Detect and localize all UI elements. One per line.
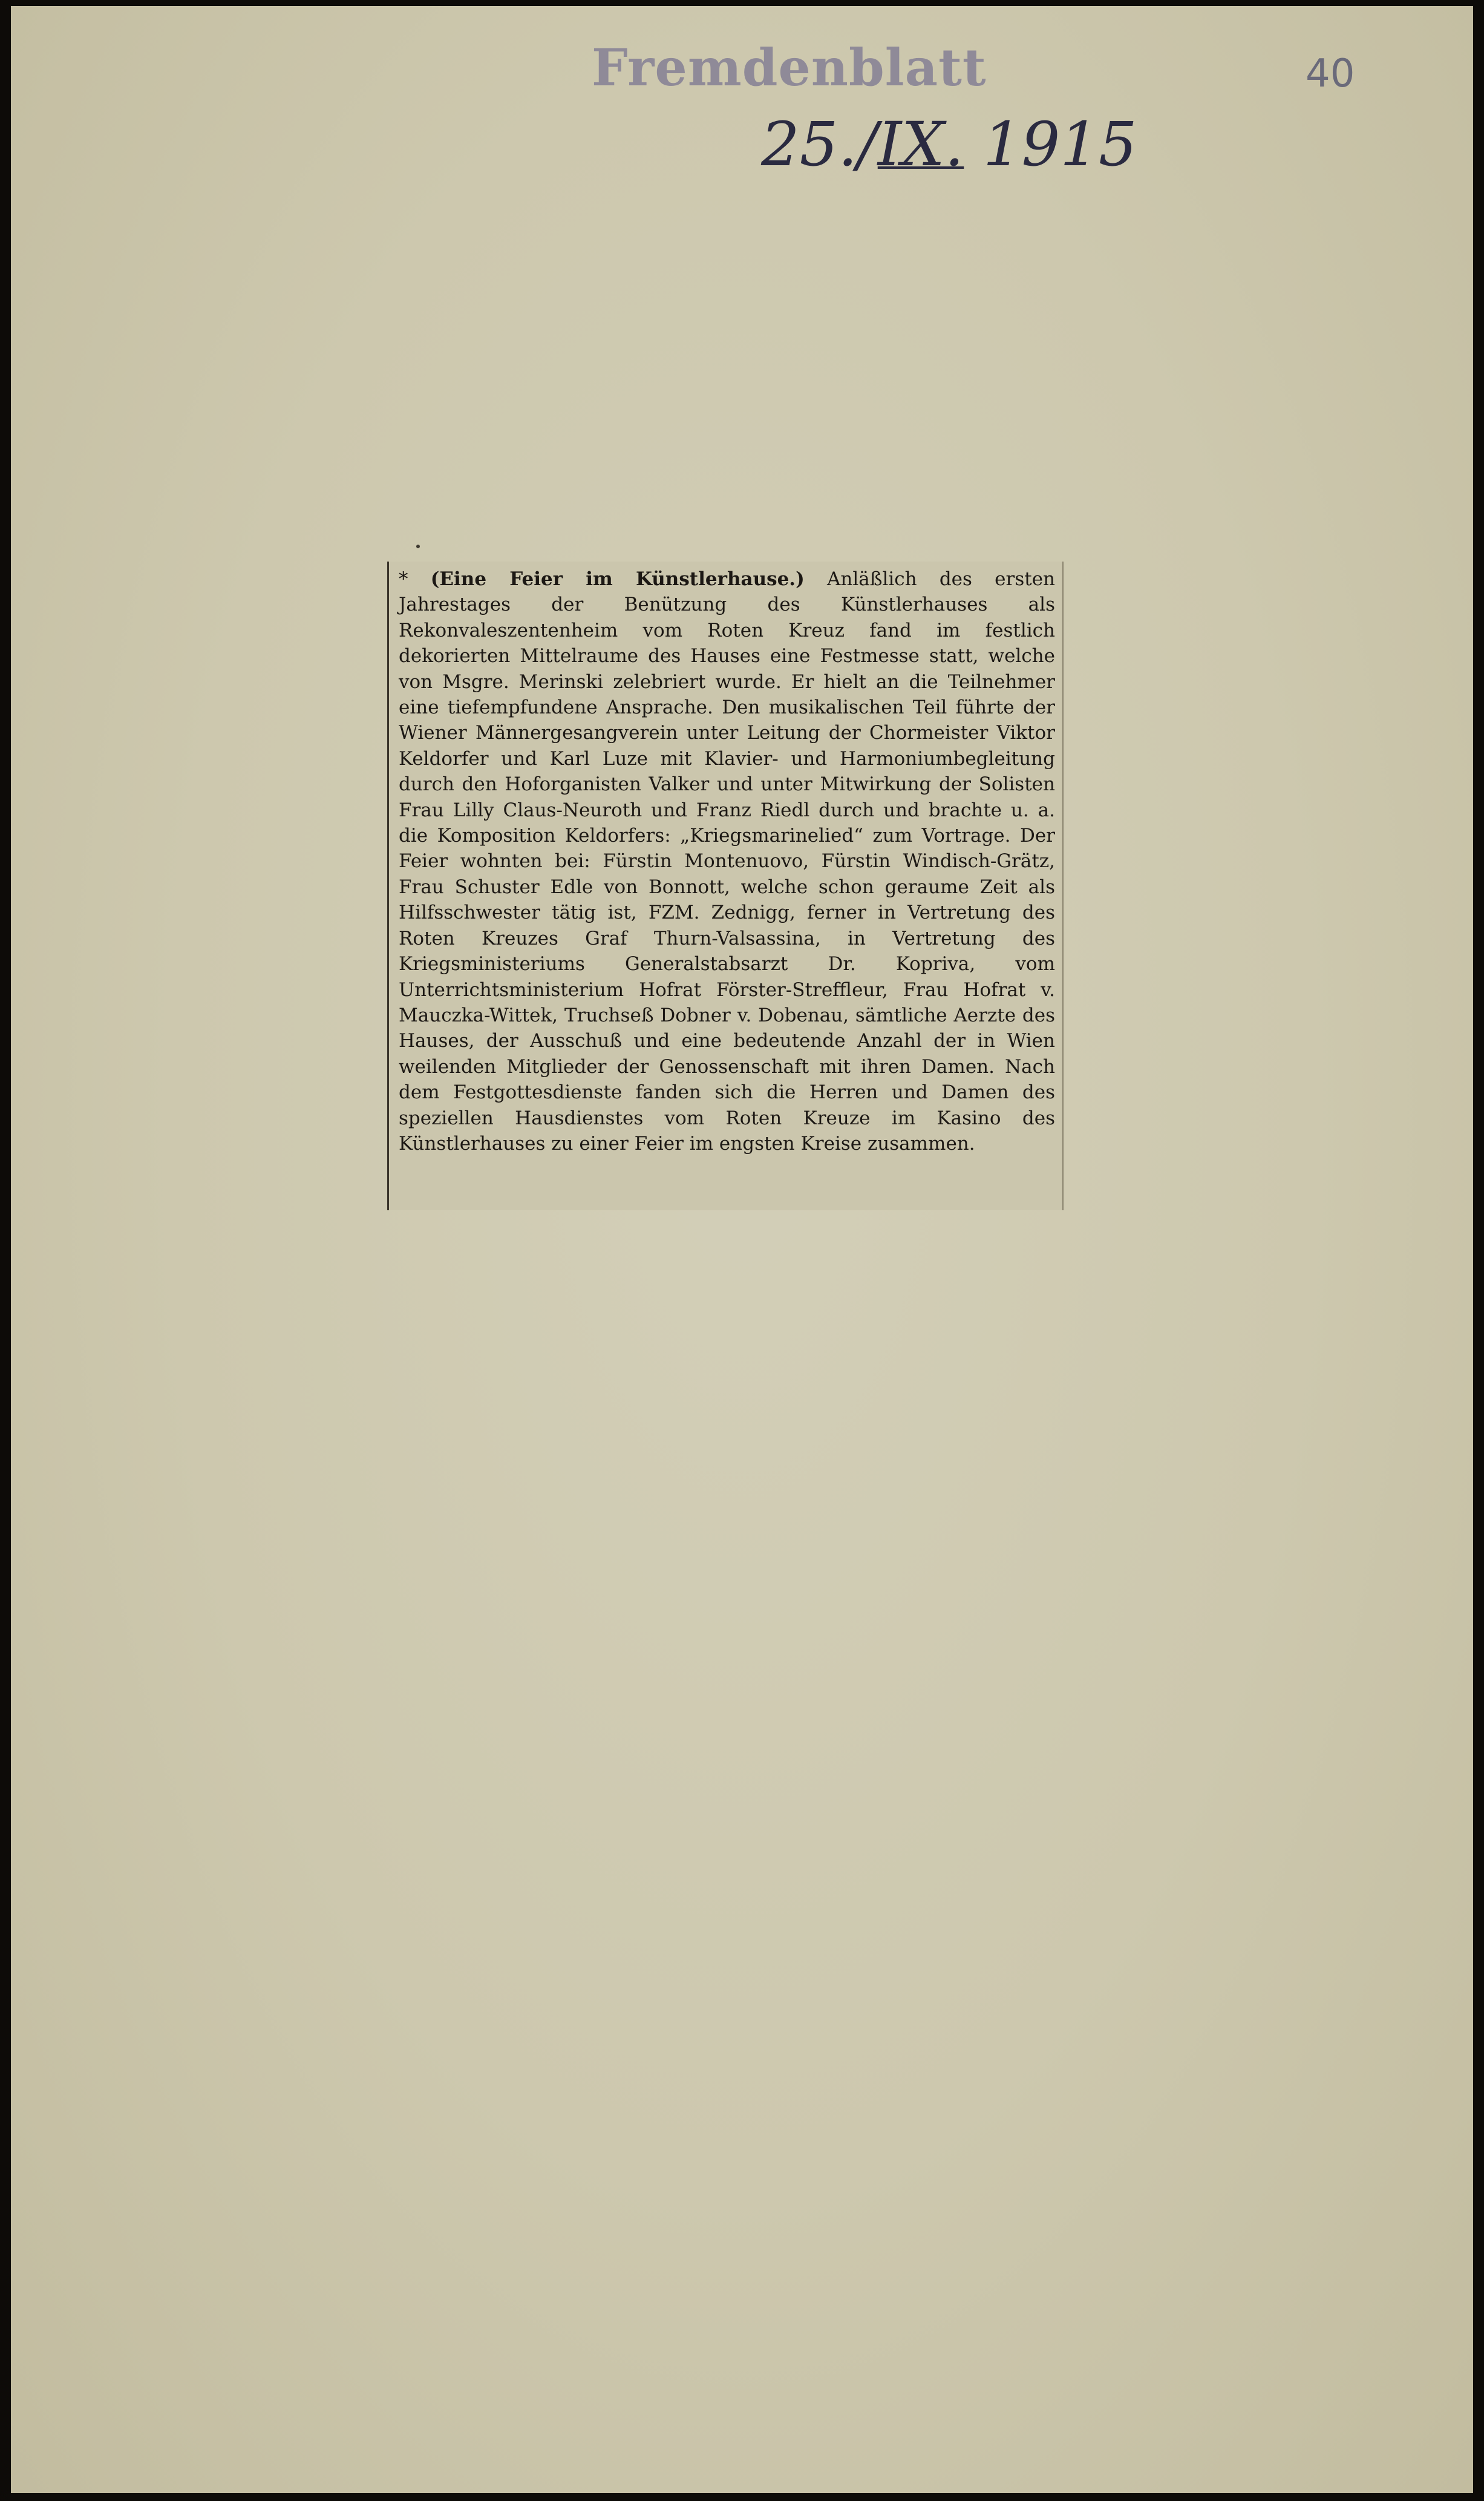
newspaper-clipping	[387, 562, 1064, 1210]
paper-sheet	[11, 6, 1473, 2493]
page-number: 40	[1306, 51, 1355, 96]
article-marker: *	[399, 568, 408, 590]
article-text	[399, 566, 1055, 1156]
ink-speck	[416, 545, 420, 548]
article-body: Anläßlich des ersten Jahrestages der Benützung des Künstlerhauses als Rekonvaleszentenheim vom Roten Kreuz fand im festlich dekorierten Mittelraume des Hauses eine Festmesse statt, welche von Msgre. Merinski zelebriert wurde. Er hielt an die Teilnehmer eine tiefempfundene Ansprache. Den musikalischen Teil führte der Wiener Männergesangverein unter Leitung der Chormeister Viktor Keldorfer und Karl Luze mit Klavier- und Harmoniumbegleitung durch den Hoforganisten Valker und unter Mitwirkung der Solisten Frau Lilly Claus-Neuroth und Franz Riedl durch und brachte u. a. die Komposition Keldorfers: „Kriegsmarinelied“ zum Vortrage. Der Feier wohnten bei: Fürstin Montenuovo, Fürstin Windisch-Grätz, Frau Schuster Edle von Bonnott, welche schon geraume Zeit als Hilfsschwester tätig ist, FZM. Zednigg, ferner in Vertretung des Roten Kreuzes Graf Thurn-Valsassina, in Vertretung des Kriegsministeriums Generalstabsarzt Dr. Kopriva, vom Unterrichtsministerium Hofrat Förster-Streffleur, Frau Hofrat v. Mauczka-Wittek, Truchseß Dobner v. Dobenau, sämtliche Aerzte des Hauses, der Ausschuß und eine bedeutende Anzahl der in Wien weilenden Mitglieder der Genossenschaft mit ihren Damen. Nach dem Festgottesdienste fanden sich die Herren und Damen des speziellen Hausdienstes vom Roten Kreuze im Kasino des Künstlerhauses zu einer Feier im engsten Kreise zusammen.	[399, 568, 1056, 1155]
date-month: IX.	[877, 109, 964, 180]
handwritten-date: 25./IX. 1915	[761, 109, 1137, 180]
article-headline: (Eine Feier im Künstlerhause.)	[430, 568, 805, 590]
newspaper-stamp: Fremdenblatt	[592, 38, 987, 97]
date-year: 1915	[983, 109, 1137, 180]
date-day: 25.	[761, 109, 858, 180]
